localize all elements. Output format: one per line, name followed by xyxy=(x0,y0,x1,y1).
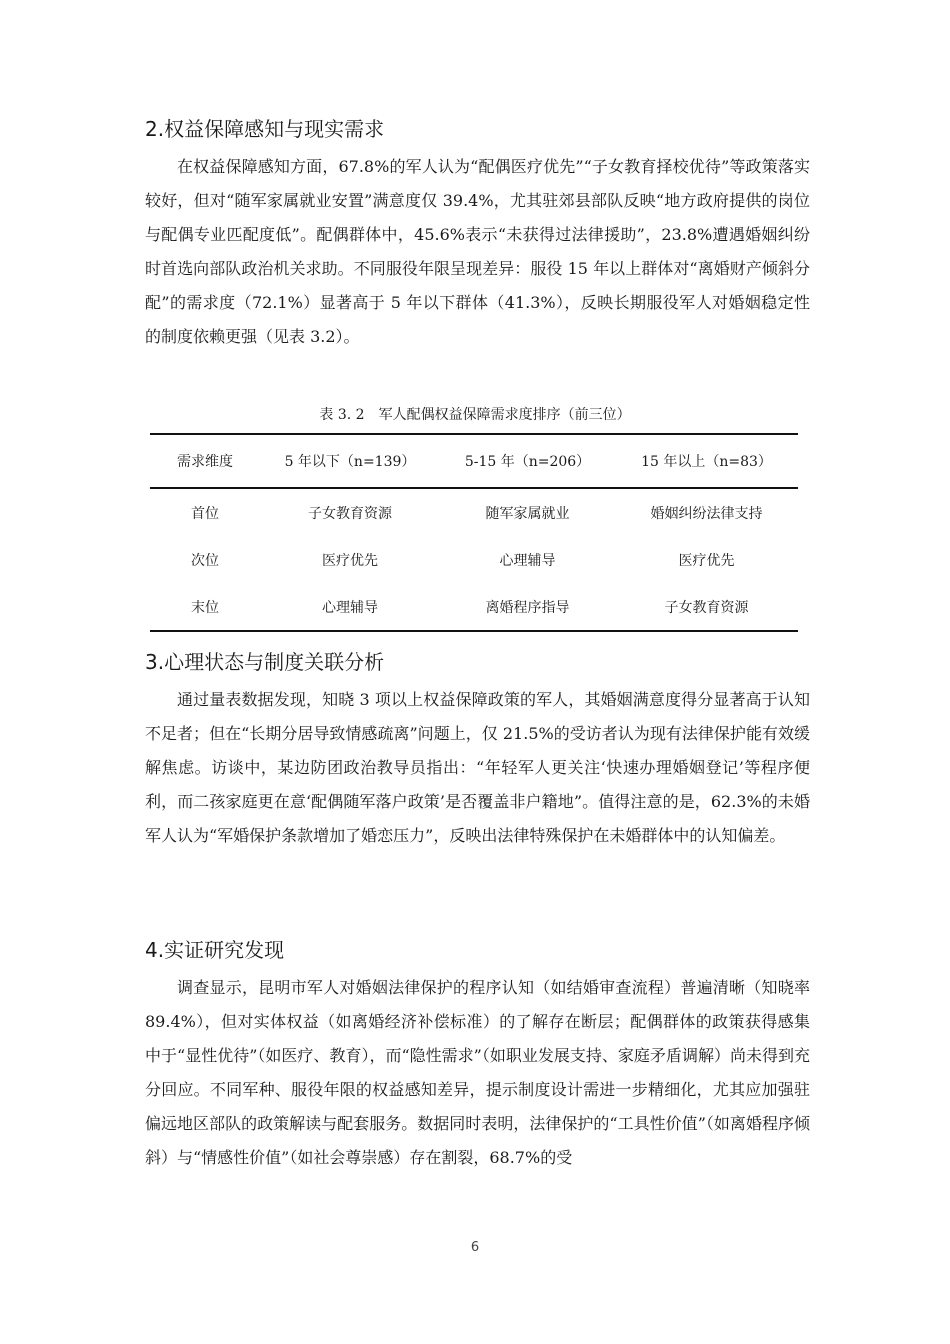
header-under-5-years: 5 年以下（n=139） xyxy=(284,454,416,470)
section-2-heading: 2.权益保障感知与现实需求 xyxy=(145,117,385,141)
table-cell: 医疗优先 xyxy=(678,552,735,569)
table-header-row xyxy=(150,434,798,488)
table-cell: 离婚程序指导 xyxy=(485,599,570,616)
table-cell: 心理辅导 xyxy=(499,552,556,569)
table-row xyxy=(150,488,798,536)
page-number: 6 xyxy=(470,1240,480,1255)
header-over-15-years: 15 年以上（n=83） xyxy=(641,454,772,470)
section-2-paragraph xyxy=(145,150,810,354)
table-cell: 末位 xyxy=(191,599,219,616)
table-cell: 子女教育资源 xyxy=(308,505,392,522)
table-cell: 子女教育资源 xyxy=(664,599,749,616)
header-5-15-years: 5-15 年（n=206） xyxy=(464,454,591,470)
table-cell: 次位 xyxy=(191,552,219,569)
table-cell: 首位 xyxy=(191,505,219,522)
table-caption: 表 3. 2 军人配偶权益保障需求度排序（前三位） xyxy=(319,407,631,423)
section-3-heading: 3.心理状态与制度关联分析 xyxy=(145,650,385,674)
table-cell: 随军家属就业 xyxy=(485,505,570,522)
section-4-paragraph xyxy=(145,971,810,1175)
section-3-paragraph xyxy=(145,683,810,853)
table-cell: 医疗优先 xyxy=(322,552,378,569)
section-4-text: 调查显示，昆明市军人对婚姻法律保护的程序认知（如结婚审查流程）普遍清晰（知晓率 89.4%），但对实体权益（如离婚经济补偿标准）的了解存在断层；配偶群体的政策获得感集中于“显性优待”（如医疗、教育），而“隐性需求”（如职业发展支持、家庭矛盾调解）尚未得到充分回应。不同军种、服役年限的权益感知差异，提示制度设计需进一步精细化，尤其应加强驻偏远地区部队的政策解读与配套服务。数据同时表明，法律保护的“工具性价值”（如离婚程序倾斜）与“情感性价值”（如社会尊崇感）存在割裂，68.7%的受 xyxy=(145,978,810,1167)
table-row xyxy=(150,536,798,583)
section-4-heading: 4.实证研究发现 xyxy=(145,938,285,962)
table-cell: 婚姻纠纷法律支持 xyxy=(650,505,763,522)
demand-ranking-table xyxy=(150,433,798,632)
table-row xyxy=(150,583,798,631)
section-3-text: 通过量表数据发现，知晓 3 项以上权益保障政策的军人，其婚姻满意度得分显著高于认知不足者；但在“长期分居导致情感疏离”问题上，仅 21.5%的受访者认为现有法律保护能有效缓解焦虑。访谈中，某边防团政治教导员指出：“年轻军人更关注‘快速办理婚姻登记’等程序便利，而二孩家庭更在意‘配偶随军落户政策’是否覆盖非户籍地”。值得注意的是，62.3%的未婚军人认为“军婚保护条款增加了婚恋压力”，反映出法律特殊保护在未婚群体中的认知偏差。 xyxy=(145,690,810,845)
section-2-text: 在权益保障感知方面，67.8%的军人认为“配偶医疗优先”“子女教育择校优待”等政策落实较好，但对“随军家属就业安置”满意度仅 39.4%，尤其驻郊县部队反映“地方政府提供的岗位与配偶专业匹配度低”。配偶群体中，45.6%表示“未获得过法律援助”，23.8%遭遇婚姻纠纷时首选向部队政治机关求助。不同服役年限呈现差异：服役 15 年以上群体对“离婚财产倾斜分配”的需求度（72.1%）显著高于 5 年以下群体（41.3%），反映长期服役军人对婚姻稳定性的制度依赖更强（见表 3.2）。 xyxy=(145,157,810,346)
table-cell: 心理辅导 xyxy=(322,599,378,616)
header-dimension: 需求维度 xyxy=(177,454,233,470)
